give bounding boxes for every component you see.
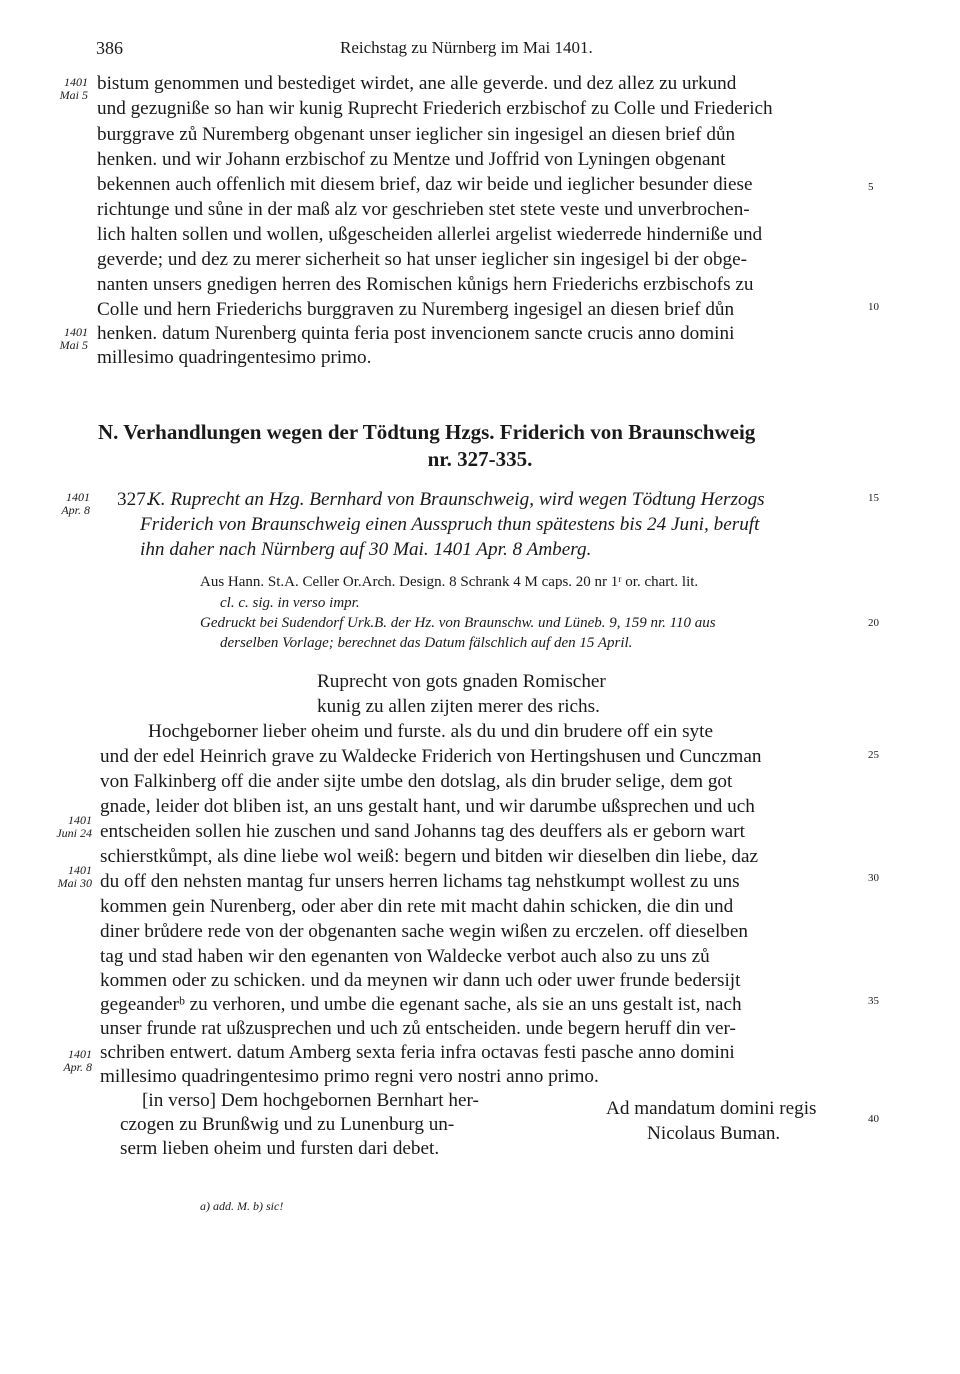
text-line: von Falkinberg off die ander sijte umbe den dotslag, als din bruder selige, dem got	[100, 771, 733, 792]
line-number: 10	[868, 301, 879, 313]
text-line: schriben entwert. datum Amberg sexta feria infra octavas festi pasche anno domini	[100, 1042, 735, 1063]
line-number: 20	[868, 617, 879, 629]
margin-date-note: 1401 Mai 5	[59, 325, 88, 352]
text-line: kommen oder zu schicken. und da meynen wir dann uch oder uwer frunde bedersijt	[100, 970, 741, 991]
address-line: czogen zu Brunßwig und zu Lunenburg un-	[120, 1114, 455, 1135]
margin-date-note: 1401 Apr. 8	[61, 490, 90, 517]
text-line: entscheiden sollen hie zuschen und sand Johanns tag des deuffers als er geborn wart	[100, 821, 745, 842]
text-line: diner brůdere rede von der obgenanten sache wegin wißen zu erczelen. off dieselben	[100, 921, 748, 942]
text-line: tag und stad haben wir den egenanten von Waldecke verbot auch also zu uns zů	[100, 946, 710, 967]
footnotes: a) add. M. b) sic!	[200, 1199, 284, 1213]
text-line: du off den nehsten mantag fur unsers herren lichams tag nehstkumpt wollest zu uns	[100, 871, 740, 892]
text-line: Colle und hern Friederichs burggraven zu Nuremberg ingesigel an diesen brief důn	[97, 299, 735, 320]
chancery-note-line: Nicolaus Buman.	[647, 1123, 781, 1144]
text-line: richtunge und sůne in der maß alz vor geschrieben stet stete veste und unverbrochen-	[97, 199, 750, 220]
text-line: millesimo quadringentesimo primo regni vero nostri anno primo.	[100, 1066, 599, 1087]
regest-line: ihn daher nach Nürnberg auf 30 Mai. 1401 Apr. 8 Amberg.	[140, 539, 592, 560]
text-line: und der edel Heinrich grave zu Waldecke Friderich von Hertingshusen und Cunczman	[100, 746, 762, 767]
line-number: 40	[868, 1113, 879, 1125]
text-line: nanten unsers gnedigen herren des Romischen kůnigs hern Friederichs erzbischofs zu	[97, 274, 754, 295]
regest-line: K. Ruprecht an Hzg. Bernhard von Braunschweig, wird wegen Tödtung Herzogs	[148, 489, 765, 510]
text-line: geverde; und dez zu merer sicherheit so hat unser ieglicher sin ingesigel bi der obge-	[97, 249, 748, 270]
text-line: unser frunde rat ußzusprechen und uch zů entscheiden. unde begern heruff din ver-	[100, 1018, 736, 1039]
source-note: Gedruckt bei Sudendorf Urk.B. der Hz. von Braunschw. und Lüneb. 9, 159 nr. 110 aus	[200, 615, 716, 631]
section-heading-range: nr. 327-335.	[427, 447, 533, 471]
regest-line: Friderich von Braunschweig einen Ausspruch thun spätestens bis 24 Juni, beruft	[140, 514, 760, 535]
text-line: henken. und wir Johann erzbischof zu Mentze und Joffrid von Lyningen obgenant	[97, 149, 726, 170]
text-line: gegeanderᵇ zu verhoren, und umbe die egenant sache, als sie an uns gestalt ist, nach	[100, 994, 742, 1015]
line-number: 30	[868, 872, 879, 884]
chancery-note-line: Ad mandatum domini regis	[606, 1098, 817, 1119]
source-note: cl. c. sig. in verso impr.	[220, 595, 360, 611]
text-line: gnade, leider dot bliben ist, an uns gestalt hant, und wir darumbe ußsprechen und uch	[100, 796, 755, 817]
intitulatio-line: Ruprecht von gots gnaden Romischer	[317, 671, 606, 692]
section-heading: N. Verhandlungen wegen der Tödtung Hzgs. Friderich von Braunschweig	[98, 420, 756, 444]
text-line: bistum genommen und bestediget wirdet, ane alle geverde. und dez allez zu urkund	[97, 73, 737, 94]
source-note: Aus Hann. St.A. Celler Or.Arch. Design. 8 Schrank 4 M caps. 20 nr 1ʳ or. chart. lit.	[200, 574, 699, 590]
line-number: 5	[868, 181, 874, 193]
text-line: kommen gein Nurenberg, oder aber din rete mit macht dahin schicken, die din und	[100, 896, 734, 917]
text-line: bekennen auch offenlich mit diesem brief, daz wir beide und ieglicher besunder diese	[97, 174, 753, 195]
running-title: Reichstag zu Nürnberg im Mai 1401.	[340, 38, 593, 57]
source-note: derselben Vorlage; berechnet das Datum fälschlich auf den 15 April.	[220, 635, 633, 651]
line-number: 15	[868, 492, 879, 504]
page-number: 386	[96, 38, 123, 58]
text-line: burggrave zů Nuremberg obgenant unser ieglicher sin ingesigel an diesen brief důn	[97, 124, 736, 145]
line-number: 35	[868, 995, 879, 1007]
line-number: 25	[868, 749, 879, 761]
margin-date-note: 1401 Apr. 8	[63, 1047, 92, 1074]
entry-number: 327.	[117, 489, 151, 510]
margin-date-note: 1401 Mai 5	[59, 75, 88, 102]
margin-date-note: 1401 Mai 30	[57, 863, 92, 890]
intitulatio-line: kunig zu allen zijten merer des richs.	[317, 696, 600, 717]
text-line: und gezugniße so han wir kunig Ruprecht Friederich erzbischof zu Colle und Friederich	[97, 98, 773, 119]
text-line: schierstkůmpt, als dine liebe wol weiß: begern und bitden wir dieselben din liebe, daz	[100, 846, 759, 867]
text-line: henken. datum Nurenberg quinta feria post invencionem sancte crucis anno domini	[97, 323, 735, 344]
text-line: millesimo quadringentesimo primo.	[97, 347, 372, 368]
address-line: serm lieben oheim und fursten dari debet.	[120, 1138, 440, 1159]
address-line: [in verso] Dem hochgebornen Bernhart her-	[142, 1090, 479, 1111]
text-line: lich halten sollen und wollen, ußgescheiden allerlei argelist wiederrede hinderniße und	[97, 224, 763, 245]
text-line: Hochgeborner lieber oheim und furste. als du und din brudere off ein syte	[148, 721, 713, 742]
margin-date-note: 1401 Juni 24	[56, 813, 92, 840]
